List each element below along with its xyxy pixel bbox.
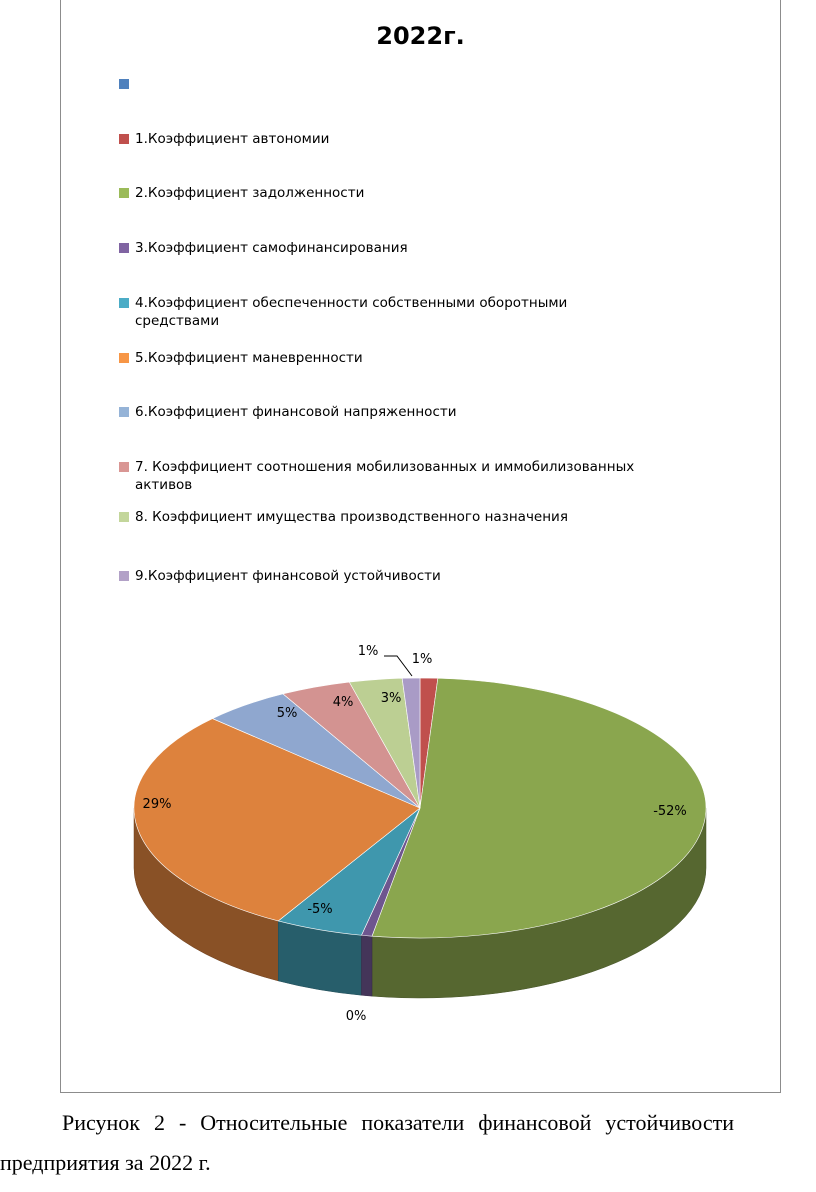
- pie-label-4: 29%: [142, 797, 172, 812]
- pie-label-7: 3%: [380, 691, 402, 706]
- legend-label-debt: 2.Коэффициент задолженности: [135, 185, 365, 201]
- legend-label-financial-stability: 9.Коэффициент финансовой устойчивости: [135, 568, 441, 584]
- legend-label-autonomy: 1.Коэффициент автономии: [135, 131, 330, 147]
- caption-line-2: предприятия за 2022 г.: [0, 1150, 211, 1175]
- legend-label-self-financing: 3.Коэффициент самофинансирования: [135, 240, 408, 256]
- pie-label-2: 0%: [345, 1009, 367, 1024]
- chart-title: 2022г.: [376, 22, 465, 50]
- pie-label-0: 1%: [411, 652, 433, 667]
- legend-label-working-capital: 4.Коэффициент обеспеченности собственными оборотными средствами: [135, 295, 568, 329]
- pie-label-5: 5%: [276, 706, 298, 721]
- pie-label-1: -52%: [653, 804, 687, 819]
- legend-label-mobilized-ratio: 7. Коэффициент соотношения мобилизованных и иммобилизованных активов: [135, 459, 635, 493]
- pie-label-6: 4%: [332, 695, 354, 710]
- legend-label-financial-tension: 6.Коэффициент финансовой напряженности: [135, 404, 457, 420]
- legend-label-production-property: 8. Коэффициент имущества производственного назначения: [135, 509, 568, 525]
- caption-line-1: Рисунок 2 - Относительные показатели финансовой устойчивости: [62, 1110, 734, 1135]
- legend-label-maneuverability: 5.Коэффициент маневренности: [135, 350, 363, 366]
- pie-label-3: -5%: [307, 902, 333, 917]
- pie-label-8: 1%: [357, 644, 379, 659]
- pie-leader-line: [384, 656, 412, 676]
- pie-side-2: [361, 935, 372, 996]
